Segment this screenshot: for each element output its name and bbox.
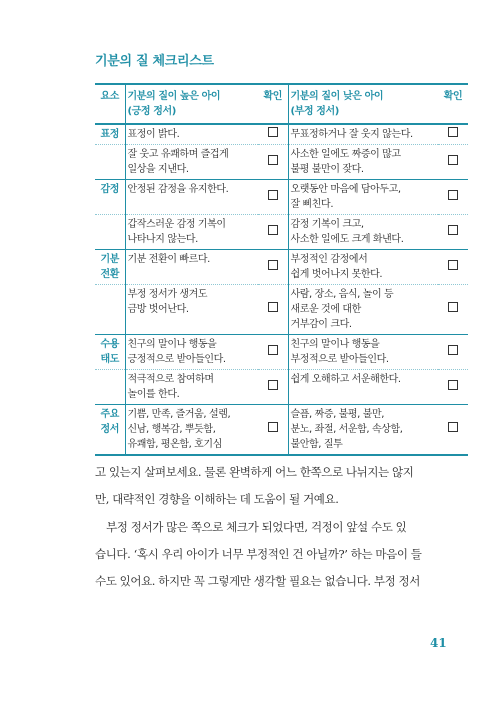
check-cell-low xyxy=(438,250,468,285)
table-header-row xyxy=(95,84,468,124)
check-cell-high xyxy=(258,335,288,370)
check-cell-high xyxy=(258,370,288,405)
header-high-mood: 기분의 질이 높은 아이 (긍정 정서) xyxy=(125,84,258,124)
checkbox-high[interactable] xyxy=(268,345,278,355)
low-mood-cell: 쉽게 오해하고 서운해한다. xyxy=(288,370,438,405)
category-cell: 수용 태도 xyxy=(95,335,125,370)
check-cell-low xyxy=(438,335,468,370)
low-mood-cell: 슬픔, 짜증, 불평, 불만, 분노, 좌절, 서운함, 속상함, 불안함, 질투 xyxy=(288,405,438,456)
category-cell xyxy=(95,370,125,405)
high-mood-cell: 적극적으로 참여하며 놀이를 한다. xyxy=(125,370,258,405)
high-mood-cell: 표정이 밝다. xyxy=(125,124,258,145)
check-cell-high xyxy=(258,124,288,145)
checkbox-low[interactable] xyxy=(448,260,458,270)
table-row xyxy=(95,250,468,285)
table-row xyxy=(95,285,468,335)
page-number: 41 xyxy=(430,636,447,650)
low-mood-cell: 부정적인 감정에서 쉽게 벗어나지 못한다. xyxy=(288,250,438,285)
check-cell-high xyxy=(258,285,288,335)
checkbox-high[interactable] xyxy=(268,380,278,390)
header-check-low: 확인 xyxy=(438,84,468,124)
check-cell-low xyxy=(438,145,468,180)
table-row xyxy=(95,335,468,370)
check-cell-low xyxy=(438,180,468,215)
table-row xyxy=(95,180,468,215)
header-low-mood: 기분의 질이 낮은 아이 (부정 정서) xyxy=(288,84,438,124)
high-mood-cell: 갑작스러운 감정 기복이 나타나지 않는다. xyxy=(125,215,258,250)
check-cell-low xyxy=(438,370,468,405)
checkbox-low[interactable] xyxy=(448,422,458,432)
check-cell-high xyxy=(258,215,288,250)
header-check-high: 확인 xyxy=(258,84,288,124)
body-line-5: 수도 있어요. 하지만 꼭 그렇게만 생각할 필요는 없습니다. 부정 정서 xyxy=(95,574,420,588)
category-cell: 주요 정서 xyxy=(95,405,125,456)
high-mood-cell: 부정 정서가 생겨도 금방 벗어난다. xyxy=(125,285,258,335)
table-row xyxy=(95,124,468,145)
low-mood-cell: 사람, 장소, 음식, 놀이 등 새로운 것에 대한 거부감이 크다. xyxy=(288,285,438,335)
table-row xyxy=(95,215,468,250)
high-mood-cell: 잘 웃고 유쾌하며 즐겁게 일상을 지낸다. xyxy=(125,145,258,180)
check-cell-low xyxy=(438,405,468,456)
checkbox-high[interactable] xyxy=(268,422,278,432)
checkbox-high[interactable] xyxy=(268,225,278,235)
check-cell-high xyxy=(258,405,288,456)
checkbox-low[interactable] xyxy=(448,345,458,355)
check-cell-low xyxy=(438,215,468,250)
low-mood-cell: 사소한 일에도 짜증이 많고 불평 불만이 잦다. xyxy=(288,145,438,180)
mood-checklist-table xyxy=(95,83,468,456)
high-mood-cell: 기쁨, 만족, 즐거움, 설렘, 신남, 행복감, 뿌듯함, 유쾌함, 평온함, 호기심 xyxy=(125,405,258,456)
body-line-2: 만, 대략적인 경향을 이해하는 데 도움이 될 거예요. xyxy=(95,492,339,506)
header-category: 요소 xyxy=(95,84,125,124)
check-cell-high xyxy=(258,145,288,180)
category-cell: 감정 xyxy=(95,180,125,215)
checkbox-high[interactable] xyxy=(268,260,278,270)
low-mood-cell: 감정 기복이 크고, 사소한 일에도 크게 화낸다. xyxy=(288,215,438,250)
low-mood-cell: 오랫동안 마음에 담아두고, 잘 삐친다. xyxy=(288,180,438,215)
table-row xyxy=(95,370,468,405)
category-cell xyxy=(95,145,125,180)
checkbox-low[interactable] xyxy=(448,225,458,235)
body-line-3: 부정 정서가 많은 쪽으로 체크가 되었다면, 걱정이 앞설 수도 있 xyxy=(95,520,407,534)
body-line-1: 고 있는지 살펴보세요. 물론 완벽하게 어느 한쪽으로 나뉘지는 않지 xyxy=(95,465,414,479)
high-mood-cell: 친구의 말이나 행동을 긍정적으로 받아들인다. xyxy=(125,335,258,370)
checkbox-low[interactable] xyxy=(448,380,458,390)
check-cell-high xyxy=(258,180,288,215)
checkbox-low[interactable] xyxy=(448,155,458,165)
checkbox-high[interactable] xyxy=(268,155,278,165)
checkbox-low[interactable] xyxy=(448,127,458,137)
high-mood-cell: 기분 전환이 빠르다. xyxy=(125,250,258,285)
checkbox-low[interactable] xyxy=(448,302,458,312)
check-cell-low xyxy=(438,285,468,335)
checklist-title: 기분의 질 체크리스트 xyxy=(95,54,214,69)
checkbox-high[interactable] xyxy=(268,190,278,200)
category-cell xyxy=(95,285,125,335)
category-cell xyxy=(95,215,125,250)
low-mood-cell: 친구의 말이나 행동을 부정적으로 받아들인다. xyxy=(288,335,438,370)
category-cell: 기분 전환 xyxy=(95,250,125,285)
body-line-4: 습니다. ‘혹시 우리 아이가 너무 부정적인 건 아닐까?’ 하는 마음이 들 xyxy=(95,547,422,561)
check-cell-low xyxy=(438,124,468,145)
low-mood-cell: 무표정하거나 잘 웃지 않는다. xyxy=(288,124,438,145)
table-row xyxy=(95,405,468,456)
checkbox-high[interactable] xyxy=(268,127,278,137)
table-row xyxy=(95,145,468,180)
check-cell-high xyxy=(258,250,288,285)
category-cell: 표정 xyxy=(95,124,125,145)
checkbox-low[interactable] xyxy=(448,190,458,200)
checkbox-high[interactable] xyxy=(268,302,278,312)
high-mood-cell: 안정된 감정을 유지한다. xyxy=(125,180,258,215)
